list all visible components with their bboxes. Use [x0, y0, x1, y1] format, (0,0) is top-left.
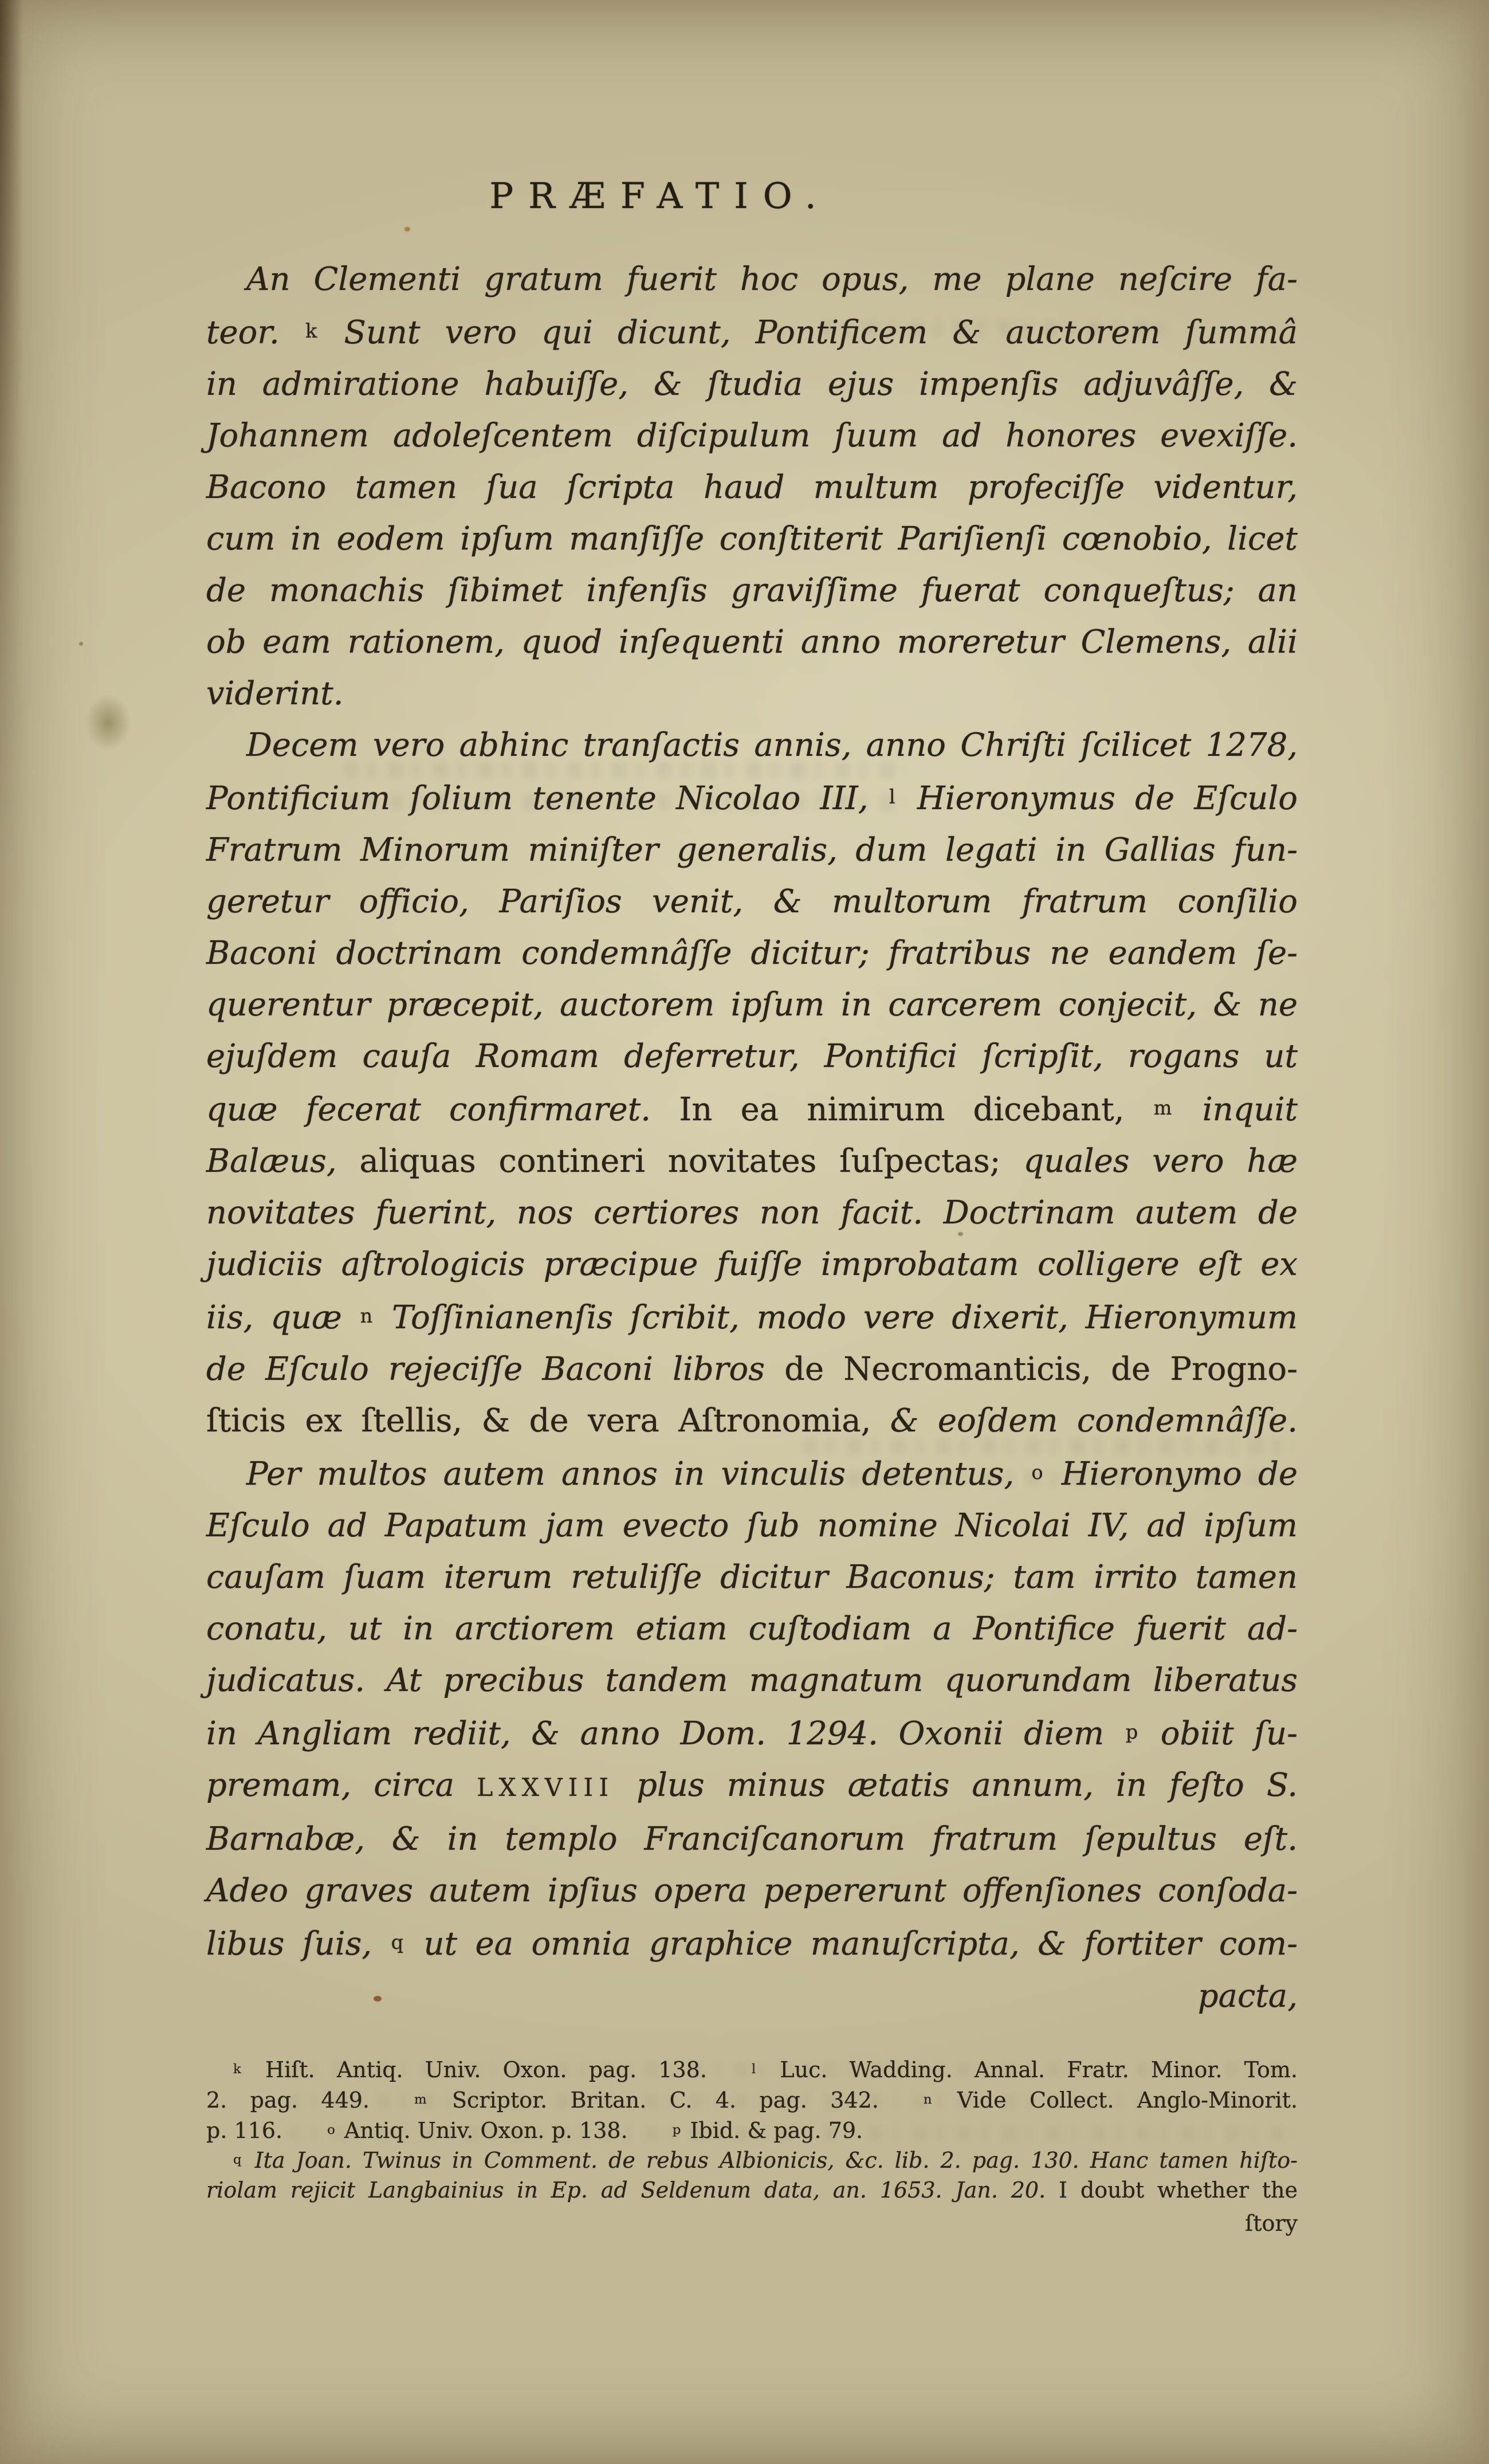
text-line [206, 1187, 1298, 1239]
text-segment: teor. [206, 314, 304, 352]
text-line [206, 1290, 1298, 1344]
text-line [206, 928, 1298, 979]
catchword-story [206, 2208, 1298, 2238]
text-segment: Bacono tamen ſua ſcripta haud multum profeciſſe videntur, [206, 469, 1298, 507]
text-segment: Scriptor. Britan. C. 4. pag. 342. [429, 2087, 922, 2113]
text-segment: In ea nimirum dicebant, [679, 1091, 1153, 1129]
text-line [206, 1814, 1298, 1865]
text-segment: Sunt vero qui dicunt, Pontificem & auctorem ſummâ [319, 314, 1298, 352]
text-segment: cum in eodem ipſum manſiſſe conſtiterit Pariſienſi cœnobio, licet [206, 520, 1298, 558]
footnote-marker: k [233, 2062, 241, 2077]
text-segment: ob eam rationem, quod inſequenti anno moreretur Clemens, alii [206, 623, 1298, 661]
text-line [206, 1760, 1298, 1814]
text-segment: ſticis ex ſtellis, & de vera Aſtronomia, [206, 1402, 890, 1440]
text-line [206, 1031, 1298, 1082]
text-segment: conatu, ut in arctiorem etiam cuſtodiam a Pontifice fuerit ad- [206, 1610, 1298, 1648]
text-line [206, 1500, 1298, 1552]
text-line [206, 462, 1298, 513]
footnote-line [206, 2054, 1298, 2085]
text-line [206, 617, 1298, 668]
text-segment: de Necromanticis, de Progno- [784, 1351, 1298, 1388]
text-segment: Luc. Wadding. Annal. Fratr. Minor. Tom. [758, 2057, 1298, 2082]
paper-speck [79, 642, 83, 646]
footnote-marker: q [391, 1931, 404, 1954]
text-segment: Toſſinianenſis ſcribit, modo vere dixerit, Hieronymum [375, 1299, 1298, 1337]
text-segment: de monachis ſibimet infenſis graviſſime fuerat conqueſtus; an [206, 572, 1298, 610]
text-segment: Hieronymo de [1045, 1455, 1298, 1493]
text-segment: viderint. [206, 675, 344, 713]
text-segment: I doubt whether the [1059, 2177, 1298, 2203]
text-line [206, 720, 1298, 771]
text-segment: p. 116. [206, 2117, 327, 2143]
text-line [206, 1655, 1298, 1706]
text-line [206, 1706, 1298, 1760]
text-segment: plus minus ætatis annum, in feſto S. [614, 1767, 1298, 1804]
footnote-line [206, 2085, 1298, 2115]
text-segment: Fratrum Minorum miniſter generalis, dum legati in Gallias fun- [206, 831, 1298, 869]
text-segment: Antiq. Univ. Oxon. p. 138. [337, 2117, 671, 2143]
text-segment: An Clementi gratum fuerit hoc opus, me plane neſcire fa- [246, 261, 1298, 298]
footnotes [206, 2054, 1298, 2238]
text-line [206, 1136, 1298, 1187]
text-segment: judicatus. At precibus tandem magnatum quorundam liberatus [206, 1662, 1298, 1700]
text-segment: ſtory [1245, 2211, 1298, 2237]
text-segment: riolam rejicit Langbainius in Ep. ad Seldenum data, an. 1653. Jan. 20. [206, 2177, 1059, 2203]
text-segment: ut ea omnia graphice manuſcripta, & fortiter com- [406, 1925, 1298, 1963]
text-segment: Decem vero abhinc tranſactis annis, anno Chriſti ſcilicet 1278, [246, 727, 1298, 764]
text-line [206, 1447, 1298, 1500]
text-line [206, 979, 1298, 1031]
text-segment: Vide Collect. Anglo-Minorit. [934, 2087, 1298, 2113]
text-segment: cauſam ſuam iterum retuliſſe dicitur Baconus; tam irrito tamen [206, 1559, 1298, 1596]
text-segment: LXXVIII [477, 1774, 615, 1803]
footnote-marker: m [414, 2092, 427, 2107]
text-segment: Johannem adoleſcentem diſcipulum ſuum ad honores evexiſſe. [206, 417, 1298, 455]
footnote-marker: n [360, 1305, 373, 1328]
text-segment: Hieronymus de Eſculo [897, 780, 1298, 818]
catchword-pacta [206, 1971, 1298, 2022]
text-segment: inquit [1174, 1091, 1298, 1129]
footnote-marker: p [672, 2122, 681, 2137]
footnote-line [206, 2145, 1298, 2175]
text-line [206, 1395, 1298, 1447]
text-segment: Hiſt. Antiq. Univ. Oxon. pag. 138. [243, 2057, 751, 2082]
text-line [206, 825, 1298, 876]
text-segment: Balæus, [206, 1143, 360, 1180]
text-line [206, 771, 1298, 825]
paragraph-3 [206, 1447, 1298, 2022]
text-segment: quæ fecerat confirmaret. [206, 1091, 679, 1129]
text-segment: & eoſdem condemnâſſe. [890, 1402, 1298, 1440]
text-segment: querentur præcepit, auctorem ipſum in carcerem conjecit, & ne [206, 986, 1298, 1024]
text-segment: Ibid. & pag. 79. [683, 2117, 863, 2143]
footnote-marker: n [923, 2092, 932, 2107]
text-line [206, 305, 1298, 359]
text-segment: quales vero hæ [1023, 1143, 1298, 1180]
paragraph-2 [206, 720, 1298, 1447]
text-segment: pacta, [1197, 1977, 1298, 2015]
text-segment: de Eſculo rejeciſſe Baconi libros [206, 1351, 785, 1388]
text-segment: judiciis aſtrologicis præcipue fuiſſe improbatam colligere eſt ex [206, 1246, 1298, 1284]
text-line [206, 254, 1298, 305]
text-line [206, 1917, 1298, 1970]
text-segment: Ita Joan. Twinus in Comment. de rebus Albionicis, &c. lib. 2. pag. 130. Hanc tamen hiſto- [243, 2148, 1298, 2173]
text-segment: novitates fuerint, nos certiores non facit. Doctrinam autem de [206, 1194, 1298, 1232]
text-line [206, 668, 1298, 720]
text-segment: aliquas contineri novitates ſuſpectas; [359, 1143, 1024, 1180]
text-segment: ejuſdem cauſa Romam deferretur, Pontifici ſcripſit, rogans ut [206, 1038, 1298, 1076]
text-segment: 2. pag. 449. [206, 2087, 414, 2113]
text-segment: Adeo graves autem ipſius opera pepererunt offenſiones conſoda- [206, 1872, 1298, 1910]
text-segment: obiit ſu- [1140, 1715, 1298, 1753]
footnote-marker: l [751, 2062, 756, 2077]
footnote-marker: m [1153, 1097, 1172, 1120]
text-segment: Eſculo ad Papatum jam evecto ſub nomine Nicolai IV, ad ipſum [206, 1507, 1298, 1545]
text-segment: Barnabæ, & in templo Franciſcanorum fratrum ſepultus eſt. [206, 1820, 1298, 1858]
footnote-marker: l [889, 786, 895, 809]
footnote-marker: k [305, 320, 317, 342]
footnote-marker: o [327, 2122, 335, 2137]
text-segment: libus ſuis, [206, 1925, 390, 1963]
paragraph-1 [206, 254, 1298, 720]
text-line [206, 410, 1298, 462]
text-line [206, 1865, 1298, 1917]
main-text [206, 254, 1298, 2022]
text-segment: in admiratione habuiſſe, & ſtudia ejus impenſis adjuvâſſe, & [206, 366, 1298, 403]
text-line [206, 1239, 1298, 1290]
text-segment: geretur officio, Pariſios venit, & multorum fratrum conſilio [206, 883, 1298, 921]
text-block [206, 175, 1298, 2022]
ink-stain [86, 695, 131, 751]
text-segment: iis, quæ [206, 1299, 359, 1337]
page-title: PRÆFATIO. [489, 175, 831, 217]
text-line [206, 1552, 1298, 1603]
footnote-marker: q [233, 2152, 242, 2168]
text-line [206, 513, 1298, 565]
text-line [206, 1603, 1298, 1655]
text-segment: Pontificium ſolium tenente Nicolao III, [206, 780, 888, 818]
text-line [206, 1344, 1298, 1395]
text-segment: premam, circa [206, 1767, 477, 1804]
footnote-line [206, 2115, 1298, 2145]
gutter-shadow [0, 0, 23, 860]
footnote-line [206, 2175, 1298, 2205]
footnote-marker: o [1031, 1461, 1043, 1484]
text-line [206, 565, 1298, 617]
text-line [206, 876, 1298, 928]
footnote-marker: p [1125, 1721, 1138, 1744]
text-segment: in Angliam rediit, & anno Dom. 1294. Oxonii diem [206, 1715, 1125, 1753]
text-segment: Baconi doctrinam condemnâſſe dicitur; fratribus ne eandem ſe- [206, 935, 1298, 972]
text-line [206, 359, 1298, 410]
text-line [206, 1082, 1298, 1136]
text-segment: Per multos autem annos in vinculis detentus, [246, 1455, 1031, 1493]
